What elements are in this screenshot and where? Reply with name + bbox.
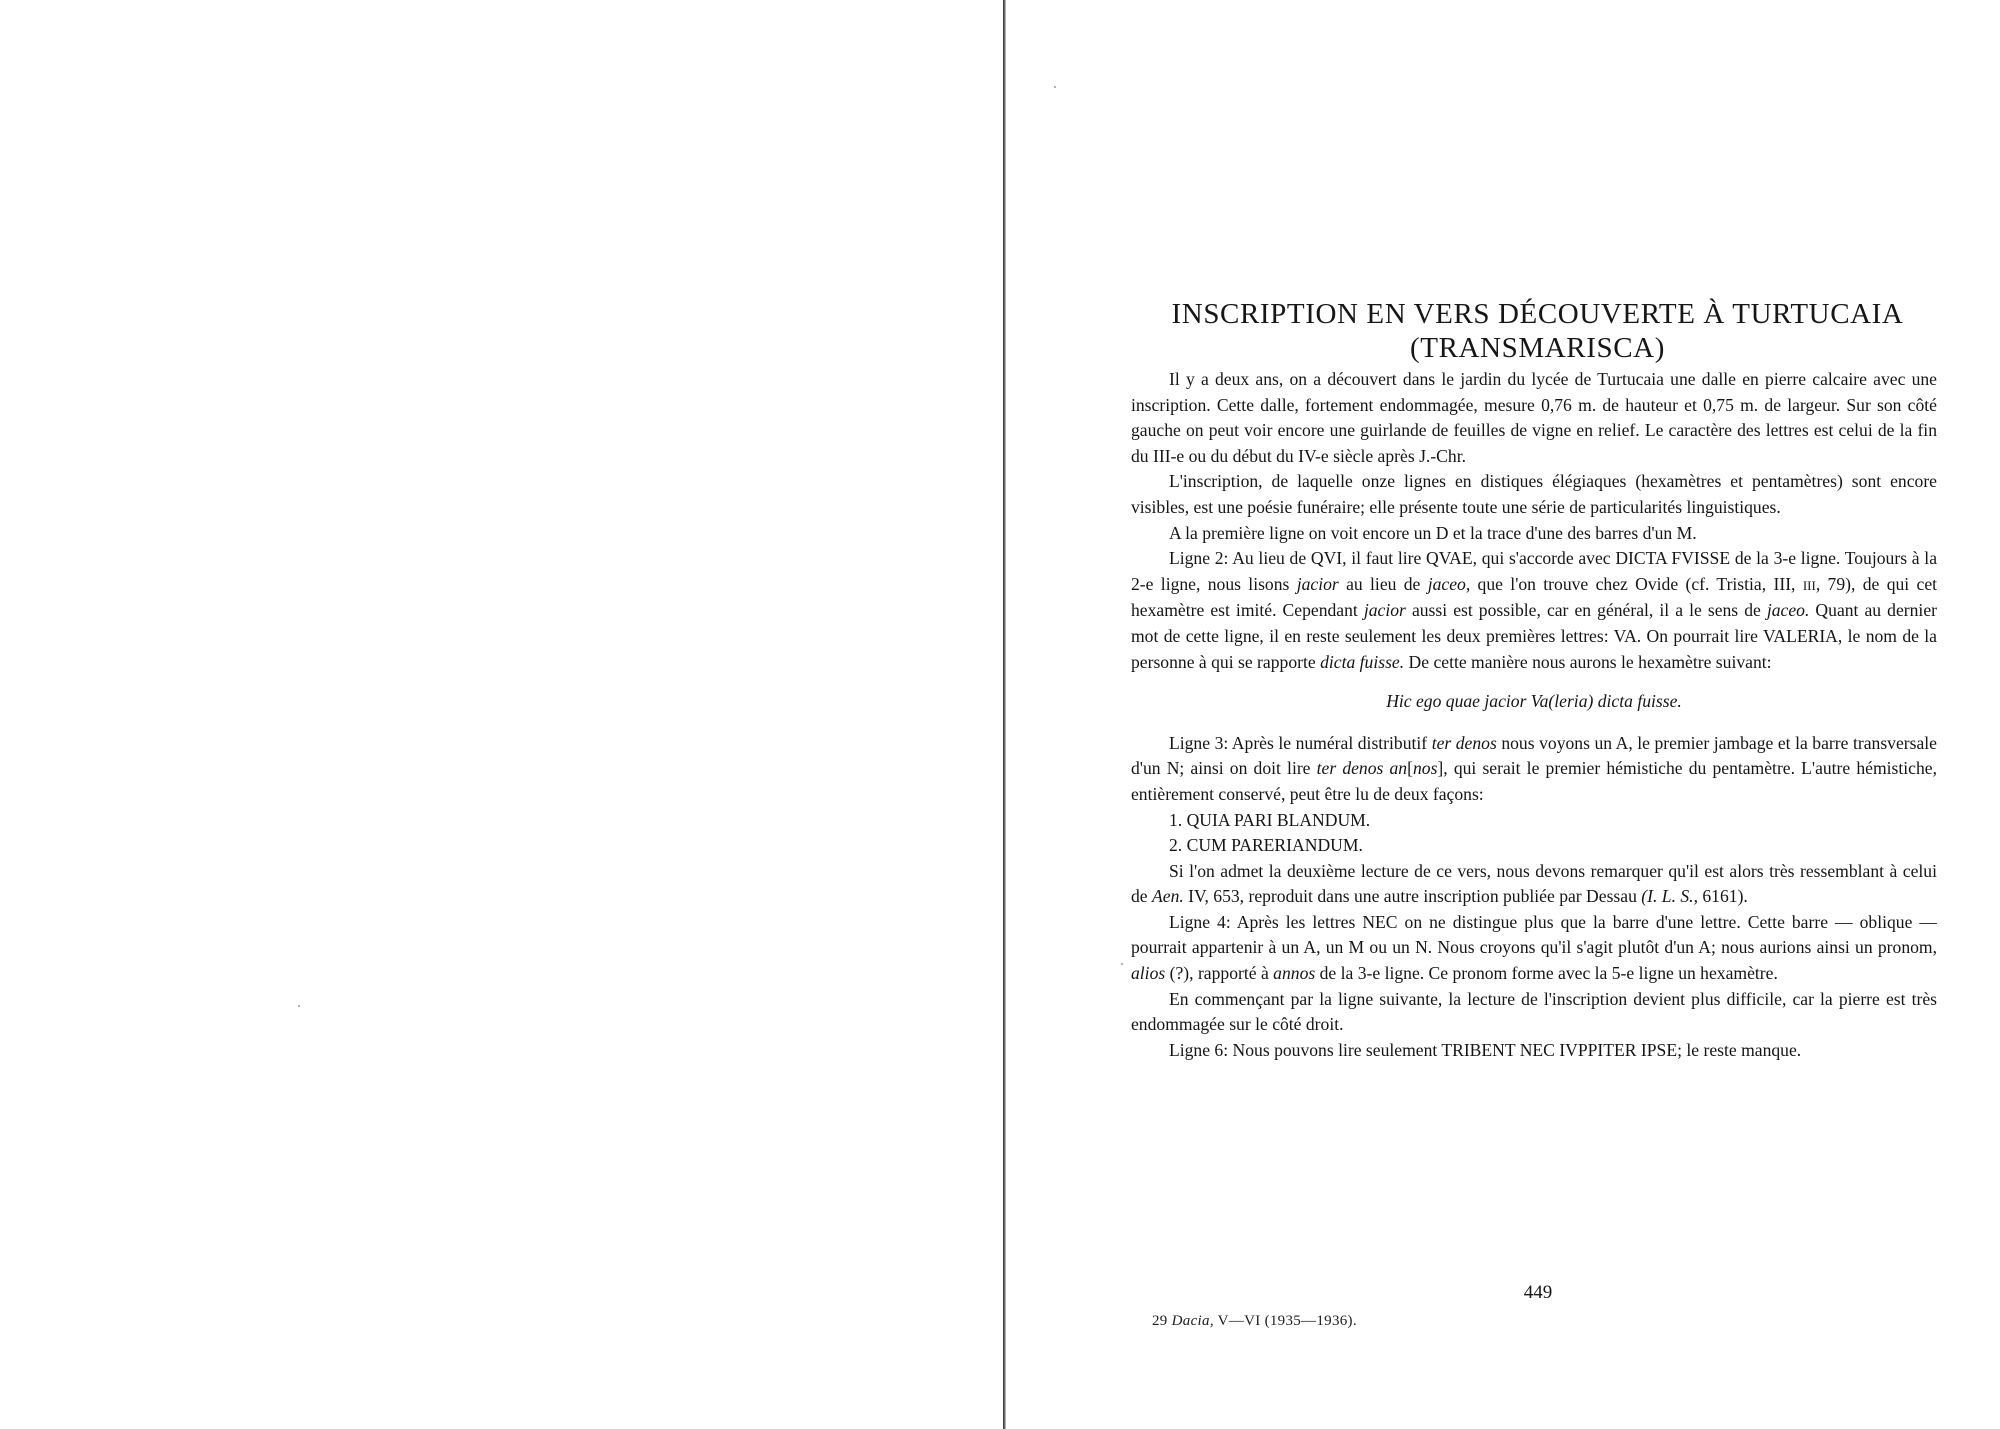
text-run: [ <box>1407 758 1413 779</box>
text-run: (?), rapporté à <box>1165 963 1274 984</box>
text-run: au lieu de <box>1338 573 1428 594</box>
footer-journal: Dacia, <box>1171 1313 1214 1329</box>
paper-speck <box>1121 963 1123 965</box>
page-number: 449 <box>1523 1282 1553 1303</box>
italic-term: nos <box>1412 758 1438 779</box>
paragraph-2: L'inscription, de laquelle onze lignes en distiques élégiaques (hexamètres et pentamètres) sont encore visibles, est une poésie funéraire; elle présente toute une série de particularités linguistiques. <box>1131 471 1937 517</box>
paragraph-6 <box>1131 859 1937 910</box>
footer-volume: V—VI (1935—1936). <box>1213 1313 1357 1329</box>
italic-term: alios <box>1131 963 1166 984</box>
text-run: , 79), de qui cet hexamètre est imité. Cependant <box>1131 573 1938 621</box>
text-run: Si l'on admet la deuxième lecture de ce vers, nous devons remarquer qu'il est alors très ressemblant à celui de <box>1131 860 1937 907</box>
verse-line: Hic ego quae jacior Va(leria) dicta fuisse. <box>1386 691 1682 712</box>
footer-signature <box>1152 1313 1552 1330</box>
paper-speck <box>298 1005 300 1007</box>
text-run: nous voyons un A, le premier jambage et la barre transversale d'un N; ainsi on doit lire <box>1131 732 1937 779</box>
italic-term: ter denos an <box>1316 758 1408 779</box>
italic-term: ter denos <box>1431 732 1497 753</box>
paragraph-4 <box>1131 546 1937 675</box>
article-body <box>1131 367 1937 1063</box>
text-run: Ligne 3: Après le numéral distributif <box>1169 732 1432 753</box>
text-run: Ligne 4: Après les lettres NEC on ne distingue plus que la barre d'une lettre. Cette barre — oblique — pourrait appartenir à un A, un M ou un N. Nous croyons qu'il s'agit plutôt d'un A; nous aurions ainsi un pronom, <box>1131 911 1937 958</box>
text-run: de la 3-e ligne. Ce pronom forme avec la 5-e ligne un hexamètre. <box>1315 963 1778 984</box>
italic-term: (I. L. S., <box>1641 886 1698 907</box>
text-run: IV, 653, reproduit dans une autre inscription publiée par Dessau <box>1183 886 1642 907</box>
footer-prefix: 29 <box>1152 1313 1172 1329</box>
text-run: que l'on trouve chez Ovide (cf. Tristia, III, <box>1470 573 1803 594</box>
paragraph-5 <box>1131 731 1937 808</box>
text-run: aussi est possible, car en général, il a le sens de <box>1405 600 1767 621</box>
paragraph-3: A la première ligne on voit encore un D et la trace d'une des barres d'un M. <box>1169 522 1697 543</box>
italic-term: jacior <box>1296 573 1339 594</box>
text-run: ], qui serait le premier hémistiche du pentamètre. L'autre hémistiche, entièrement conservé, peut être lu de deux façons: <box>1131 758 1937 804</box>
title-line-1: INSCRIPTION EN VERS DÉCOUVERTE À TURTUCAIA <box>1171 298 1904 331</box>
text-run: Quant au dernier mot de cette ligne, il en reste seulement les deux premières lettres: VA. On pourrait lire VALERIA, le nom de la personne à qui se rapporte <box>1131 600 1937 672</box>
reading-option-1: 1. QUIA PARI BLANDUM. <box>1169 809 1371 830</box>
text-run: Ligne 2: Au lieu de QVI, il faut lire QVAE, qui s'accorde avec DICTA FVISSE de la 3-e ligne. Toujours à la 2-e ligne, nous lisons <box>1131 548 1937 594</box>
italic-term: dicta fuisse. <box>1320 651 1405 672</box>
article-title <box>1140 297 1935 365</box>
text-run: 6161). <box>1697 886 1748 907</box>
italic-term: annos <box>1273 963 1316 984</box>
title-line-2: (TRANSMARISCA) <box>1410 332 1665 365</box>
italic-term: jacior <box>1363 600 1406 621</box>
italic-term: jaceo, <box>1427 573 1471 594</box>
small-roman-numeral: III <box>1802 577 1816 593</box>
italic-term: jaceo. <box>1766 600 1810 621</box>
reading-option-2: 2. CUM PARERIANDUM. <box>1169 835 1363 856</box>
paragraph-7 <box>1131 910 1937 987</box>
paragraph-8: En commençant par la ligne suivante, la lecture de l'inscription devient plus difficile, car la pierre est très endommagée sur le côté droit. <box>1131 988 1937 1035</box>
paragraph-9: Ligne 6: Nous pouvons lire seulement TRIBENT NEC IVPPITER IPSE; le reste manque. <box>1169 1039 1802 1060</box>
text-run: De cette manière nous aurons le hexamètre suivant: <box>1404 651 1772 672</box>
paper-speck <box>1054 86 1056 88</box>
italic-term: Aen. <box>1152 886 1184 907</box>
paragraph-1: Il y a deux ans, on a découvert dans le jardin du lycée de Turtucaia une dalle en pierre calcaire avec une inscription. Cette dalle, fortement endommagée, mesure 0,76 m. de hauteur et 0,75 m. de largeur. Sur son côté gauche on peut voir encore une guirlande de feuilles de vigne en relief. Le caractère des lettres est celui de la fin du III-e ou du début du IV-e siècle après J.-Chr. <box>1131 369 1937 466</box>
